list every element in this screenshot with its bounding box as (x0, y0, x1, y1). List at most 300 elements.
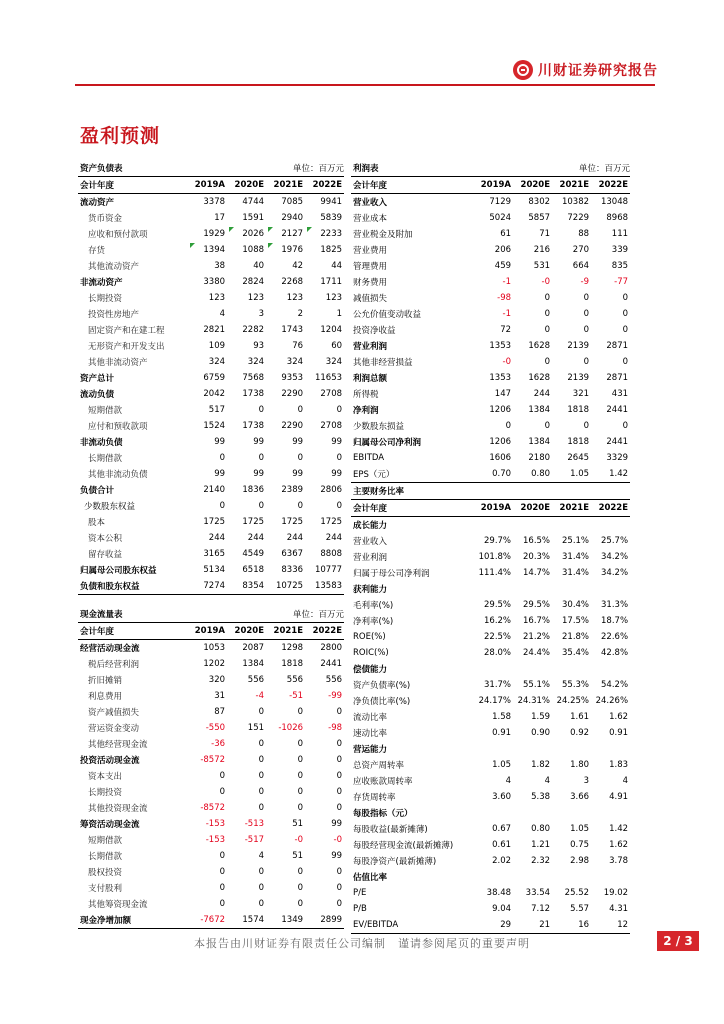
row-value: 1204 (320, 325, 343, 335)
row-value: 2899 (305, 912, 344, 929)
cash-flow-title-row (78, 606, 344, 623)
row-value: 0 (258, 771, 265, 781)
row-value: 0.91 (492, 728, 512, 738)
table-row (351, 741, 630, 757)
column-header-row (351, 500, 630, 517)
row-value: 30.4% (562, 600, 590, 610)
row-value: 0 (336, 867, 343, 877)
row-value: 99 (292, 437, 304, 447)
row-value: 1206 (489, 437, 512, 447)
row-label: 负债合计 (80, 486, 115, 496)
row-value: 25.52 (564, 888, 590, 898)
row-value: 1711 (320, 277, 343, 287)
row-value: 2.98 (570, 856, 590, 866)
row-value: 0 (336, 739, 343, 749)
row-value: 5134 (203, 565, 226, 575)
row-value: 0 (336, 755, 343, 765)
row-value: 556 (325, 675, 343, 685)
row-value: 1.83 (609, 760, 629, 770)
row-value: 88 (578, 229, 590, 239)
table-row (351, 885, 630, 901)
row-value: 1 (336, 309, 343, 319)
row-value: 4 (258, 851, 265, 861)
table-row (78, 482, 344, 498)
row-label: 股权投资 (88, 868, 123, 878)
row-label: 应收和预付款项 (88, 230, 148, 240)
row-value: 7.12 (531, 904, 551, 914)
row-value: 0 (258, 803, 265, 813)
table-row (78, 242, 344, 258)
row-value: 0 (544, 293, 551, 303)
row-value: 0 (258, 787, 265, 797)
row-value: 24.31% (517, 696, 551, 706)
row-value: 1725 (242, 517, 265, 527)
row-value: 324 (247, 357, 265, 367)
row-value: 2821 (203, 325, 226, 335)
row-value: 123 (286, 293, 304, 303)
row-label: 毛利率(%) (353, 601, 394, 611)
row-value: -517 (244, 835, 265, 845)
table-row (351, 194, 630, 211)
table-row (351, 757, 630, 773)
row-value: -36 (211, 739, 226, 749)
row-value: 324 (325, 357, 343, 367)
row-label: 无形资产和开发支出 (88, 342, 165, 352)
row-label: 其他流动资产 (88, 262, 140, 272)
row-value: 1591 (242, 213, 265, 223)
column-header-year: 2021E (552, 177, 591, 194)
row-value: 1.62 (609, 840, 629, 850)
balance-sheet-table (78, 160, 344, 595)
table-row (351, 434, 630, 450)
row-value: 0 (297, 707, 304, 717)
row-value: 16.5% (523, 536, 551, 546)
table-row (351, 821, 630, 837)
row-label: 净利率(%) (353, 617, 394, 627)
table-row (351, 386, 630, 402)
table-row (351, 789, 630, 805)
row-value: 324 (208, 357, 226, 367)
row-value: 2026 (227, 226, 266, 242)
page-header (0, 0, 724, 90)
row-value: 4744 (242, 197, 265, 207)
table-row (78, 290, 344, 306)
row-label: 长期投资 (88, 788, 123, 798)
row-value (552, 741, 591, 757)
row-label: P/E (353, 888, 367, 898)
table-row (351, 402, 630, 418)
column-header-year: 2019A (474, 500, 513, 517)
row-label: 营运资金变动 (88, 724, 140, 734)
row-value: 0.92 (570, 728, 590, 738)
row-value (474, 517, 513, 534)
row-value: 1738 (242, 389, 265, 399)
income-statement-table (351, 160, 630, 934)
row-value: 111 (611, 229, 629, 239)
row-value (552, 661, 591, 677)
row-value: 1725 (320, 517, 343, 527)
row-value (591, 869, 630, 885)
row-value: 0 (336, 405, 343, 415)
row-value: 0 (544, 309, 551, 319)
row-label: 支付股利 (88, 884, 123, 894)
row-value: 0 (219, 501, 226, 511)
row-value: 71 (539, 229, 551, 239)
column-header-year: 2022E (305, 177, 344, 194)
row-value: 2.32 (531, 856, 551, 866)
row-value: 99 (214, 437, 226, 447)
table-row (78, 656, 344, 672)
column-header-year: 2020E (227, 623, 266, 640)
row-value: 2139 (567, 373, 590, 383)
brand-name: 川财证券研究报告 (538, 63, 658, 79)
row-value: 1606 (489, 453, 512, 463)
row-value: 25.7% (601, 536, 629, 546)
footer-disclaimer: 本报告由川财证券有限责任公司编制 谨请参阅尾页的重要声明 (194, 937, 530, 950)
table-row (78, 800, 344, 816)
row-value: -9 (580, 277, 590, 287)
table-row (78, 386, 344, 402)
row-value: 28.0% (484, 648, 512, 658)
column-header-year: 2020E (513, 177, 552, 194)
row-label: 净利润 (353, 406, 379, 416)
header-rule (75, 84, 655, 86)
row-label: 利润总额 (353, 374, 388, 384)
table-row (78, 562, 344, 578)
row-label: EBITDA (353, 453, 385, 463)
row-value (591, 741, 630, 757)
row-value: 1394 (188, 242, 227, 258)
row-value (513, 581, 552, 597)
row-value: 321 (572, 389, 590, 399)
row-value: 0 (622, 421, 629, 431)
row-value: 0.67 (492, 824, 512, 834)
column-header-year: 2020E (513, 500, 552, 517)
row-label: 归属母公司股东权益 (80, 566, 157, 576)
row-value (513, 869, 552, 885)
row-value: 24.25% (556, 696, 590, 706)
row-value: 0 (622, 309, 629, 319)
row-value: 1384 (528, 437, 551, 447)
row-value: 1206 (489, 405, 512, 415)
row-value: 5.38 (531, 792, 551, 802)
row-label: 资产减值损失 (88, 708, 140, 718)
table-row (351, 917, 630, 934)
row-value: 3.66 (570, 792, 590, 802)
column-header-label: 会计年度 (78, 177, 188, 194)
row-value: 206 (494, 245, 512, 255)
row-label: 投资净收益 (353, 326, 396, 336)
row-label: 存货 (88, 246, 106, 256)
row-value: 0 (336, 883, 343, 893)
row-value: -153 (205, 835, 226, 845)
row-value: -1026 (278, 723, 304, 733)
table-row (351, 466, 630, 483)
row-value: 12 (591, 917, 630, 934)
row-label: 营业费用 (353, 246, 388, 256)
row-value: 3329 (606, 453, 629, 463)
row-value: 101.8% (478, 552, 512, 562)
table-row (351, 549, 630, 565)
row-value: 99 (331, 819, 343, 829)
row-value: 1.05 (552, 466, 591, 483)
row-value: 24.26% (595, 696, 629, 706)
row-value: 0 (336, 453, 343, 463)
row-value: 0 (297, 453, 304, 463)
table-row (351, 901, 630, 917)
row-value: 0.91 (609, 728, 629, 738)
row-value: -98 (497, 293, 512, 303)
row-label: 营业成本 (353, 214, 388, 224)
row-label: 短期借款 (88, 836, 123, 846)
row-value: 8302 (528, 197, 551, 207)
row-value: 21.2% (523, 632, 551, 642)
row-value: 2441 (606, 437, 629, 447)
column-header-year: 2022E (305, 623, 344, 640)
table-row (78, 704, 344, 720)
row-label: 现金净增加额 (78, 912, 188, 929)
column-header-label: 会计年度 (351, 177, 474, 194)
row-value: 11653 (314, 373, 343, 383)
row-value: 320 (208, 675, 226, 685)
column-header-row (78, 623, 344, 640)
row-value: 0 (622, 357, 629, 367)
row-label: 营业收入 (353, 198, 388, 208)
table-row (351, 290, 630, 306)
unit-label: 单位：百万元 (227, 160, 344, 177)
row-value (552, 581, 591, 597)
row-value: 7229 (567, 213, 590, 223)
table-title: 利润表 (351, 160, 513, 177)
table-row (351, 837, 630, 853)
row-value: 1353 (489, 341, 512, 351)
row-value: 18.7% (601, 616, 629, 626)
column-header-year: 2019A (188, 177, 227, 194)
row-value: 0 (336, 899, 343, 909)
row-value: 1.05 (570, 824, 590, 834)
row-label: 营业利润 (353, 342, 388, 352)
row-value (591, 517, 630, 534)
column-header-year: 2019A (474, 177, 513, 194)
row-label: 固定资产和在建工程 (88, 326, 165, 336)
row-value: 2087 (242, 643, 265, 653)
row-value: 556 (286, 675, 304, 685)
row-label: 长期借款 (88, 852, 123, 862)
table-row (351, 613, 630, 629)
row-value: 31.3% (601, 600, 629, 610)
row-value: 244 (286, 533, 304, 543)
column-header-row (78, 177, 344, 194)
row-label: 长期投资 (88, 294, 123, 304)
table-row (78, 466, 344, 482)
row-label: 资产总计 (80, 374, 115, 384)
row-label: 每股指标（元） (353, 809, 413, 819)
row-value: 21.8% (562, 632, 590, 642)
table-row (78, 402, 344, 418)
table-row (78, 784, 344, 800)
table-row (351, 869, 630, 885)
row-value (591, 661, 630, 677)
table-row (78, 688, 344, 704)
table-row (351, 322, 630, 338)
row-value: 2127 (266, 226, 305, 242)
table-row (351, 725, 630, 741)
row-value: 99 (292, 469, 304, 479)
row-value: 0 (219, 787, 226, 797)
row-value: 1818 (281, 659, 304, 669)
row-value (552, 517, 591, 534)
row-value: 123 (247, 293, 265, 303)
row-value: 0 (258, 739, 265, 749)
row-label: 短期借款 (88, 406, 123, 416)
table-row (351, 226, 630, 242)
row-value: 9.04 (492, 904, 512, 914)
row-value: 0.75 (570, 840, 590, 850)
row-value: 1628 (528, 341, 551, 351)
table-row (78, 848, 344, 864)
row-value: 99 (253, 437, 265, 447)
table-row (78, 498, 344, 514)
row-value: -8572 (200, 755, 226, 765)
row-value: 38.48 (486, 888, 512, 898)
table-title: 现金流量表 (78, 606, 227, 623)
row-value: 99 (331, 469, 343, 479)
column-header-year: 2022E (591, 177, 630, 194)
row-value: 244 (325, 533, 343, 543)
column-header-row (351, 177, 630, 194)
row-value: 0 (297, 739, 304, 749)
row-value: 3.60 (492, 792, 512, 802)
row-value: 72 (500, 325, 512, 335)
row-label: 长期借款 (88, 454, 123, 464)
row-label: 归属于母公司净利润 (353, 569, 430, 579)
row-value: 0 (336, 707, 343, 717)
column-header-year: 2022E (591, 500, 630, 517)
row-value: 1836 (242, 485, 265, 495)
row-value: 2871 (606, 341, 629, 351)
row-label: 流动比率 (353, 713, 388, 723)
row-value: 13583 (305, 578, 344, 595)
row-value: -153 (205, 819, 226, 829)
row-value: 2140 (203, 485, 226, 495)
row-value: 216 (533, 245, 551, 255)
table-row (78, 274, 344, 290)
row-value: 270 (572, 245, 590, 255)
row-value: 8808 (320, 549, 343, 559)
row-value: 87 (214, 707, 226, 717)
row-value: -77 (614, 277, 629, 287)
row-value (474, 869, 513, 885)
row-value: 2940 (281, 213, 304, 223)
row-value: -0 (541, 277, 551, 287)
row-value: 6367 (281, 549, 304, 559)
row-value: 0 (258, 405, 265, 415)
row-value: 16.2% (484, 616, 512, 626)
row-value: 20.3% (523, 552, 551, 562)
row-value: 54.2% (601, 680, 629, 690)
row-label: 公允价值变动收益 (353, 310, 422, 320)
table-row (351, 661, 630, 677)
table-row (351, 274, 630, 290)
row-label: 利息费用 (88, 692, 123, 702)
row-value: 8968 (606, 213, 629, 223)
row-label: 每股经营现金流(最新摊薄) (353, 841, 454, 851)
row-label: 经营活动现金流 (80, 644, 140, 654)
row-label: 折旧摊销 (88, 676, 123, 686)
table-row (351, 581, 630, 597)
row-value: 17.5% (562, 616, 590, 626)
row-value (513, 661, 552, 677)
table-row (78, 322, 344, 338)
table-row (78, 530, 344, 546)
row-label: 流动资产 (80, 198, 115, 208)
row-value: 1384 (528, 405, 551, 415)
row-value: 55.3% (562, 680, 590, 690)
row-label: 税后经营利润 (88, 660, 140, 670)
table-row (78, 578, 344, 595)
row-value: 0.61 (492, 840, 512, 850)
row-value: -1 (502, 309, 512, 319)
row-label: 筹资活动现金流 (80, 820, 140, 830)
row-value: 4549 (242, 549, 265, 559)
row-value: 14.7% (523, 568, 551, 578)
row-value: 151 (247, 723, 265, 733)
row-value: 17 (214, 213, 226, 223)
table-row (351, 565, 630, 581)
row-label: EPS（元） (351, 466, 474, 483)
table-row (78, 194, 344, 211)
row-value: 24.4% (523, 648, 551, 658)
row-label: P/B (353, 904, 367, 914)
unit-label: 单位：百万元 (227, 606, 344, 623)
table-title: 资产负债表 (78, 160, 227, 177)
row-label: 投资活动现金流 (80, 756, 140, 766)
row-label: 获利能力 (353, 585, 388, 595)
row-value: 147 (494, 389, 512, 399)
row-value: 31.4% (562, 568, 590, 578)
row-value: 1976 (266, 242, 305, 258)
row-value (552, 805, 591, 821)
row-value: 60 (331, 341, 343, 351)
row-value: 1725 (281, 517, 304, 527)
row-label: 营业税金及附加 (353, 230, 413, 240)
row-label: 应付和预收款项 (88, 422, 148, 432)
row-value: 34.2% (601, 552, 629, 562)
row-value: 1298 (281, 643, 304, 653)
row-value: 0 (219, 771, 226, 781)
row-value: -513 (244, 819, 265, 829)
row-value: 38 (214, 261, 226, 271)
row-value (591, 805, 630, 821)
row-value: 3 (583, 776, 590, 786)
row-label: 资本支出 (88, 772, 123, 782)
row-value: 2441 (320, 659, 343, 669)
row-value: 0 (297, 803, 304, 813)
table-row (351, 306, 630, 322)
row-value: 0 (258, 707, 265, 717)
row-value: 0 (258, 899, 265, 909)
row-value: 16 (552, 917, 591, 934)
row-value: 1.58 (492, 712, 512, 722)
table-row (351, 629, 630, 645)
row-value: 0 (505, 421, 512, 431)
row-value: 0 (583, 421, 590, 431)
row-value: 29 (474, 917, 513, 934)
row-value: 244 (247, 533, 265, 543)
row-value: 0 (544, 325, 551, 335)
column-header-label: 会计年度 (351, 500, 474, 517)
row-value: 0 (258, 883, 265, 893)
